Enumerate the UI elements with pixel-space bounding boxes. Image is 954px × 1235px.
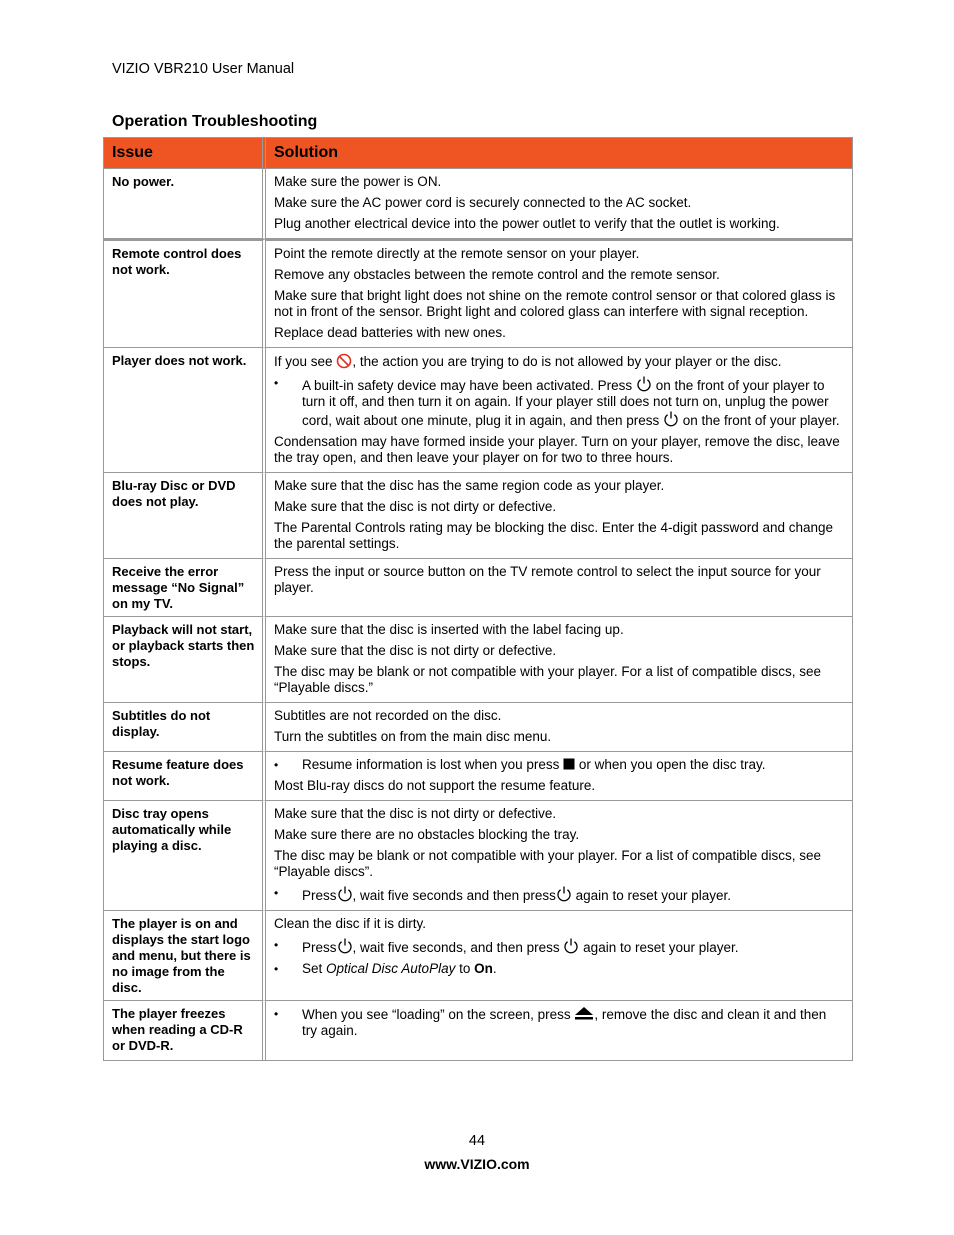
- solution-text: The disc may be blank or not compatible with your player. For a list of compatible discs, see “Playable discs”.: [274, 848, 822, 879]
- solution-text: Make sure that bright light does not shine on the remote control sensor or that colored glass is not in front of the sensor. Bright light and colored glass can interfere with signal reception.: [274, 288, 836, 319]
- table-header-row: [104, 138, 852, 169]
- solution-text-part: again to reset your player.: [575, 888, 731, 903]
- power-icon: [663, 410, 679, 428]
- bullet-item: [274, 937, 844, 956]
- bullet-item: [274, 961, 844, 977]
- solution-text: Make sure there are no obstacles blocking the tray.: [274, 827, 580, 842]
- issue-cell: Remote control does not work.: [104, 239, 266, 348]
- issue-cell: Receive the error message “No Signal” on my TV.: [104, 559, 266, 617]
- stop-icon: [563, 758, 575, 770]
- solution-text: Condensation may have formed inside your player. Turn on your player, remove the disc, leave the tray open, and then leave your player on for two to three hours.: [274, 434, 840, 465]
- solution-cell: [266, 473, 852, 559]
- solution-cell: [266, 703, 852, 752]
- solution-text-part: .: [492, 961, 497, 976]
- solution-text: Make sure that the disc is not dirty or defective.: [274, 806, 557, 821]
- power-icon: [556, 885, 572, 903]
- column-header-solution: Solution: [266, 138, 852, 169]
- table-row: [104, 348, 852, 473]
- solution-cell: [266, 617, 852, 703]
- section-title: Operation Troubleshooting: [112, 113, 318, 130]
- power-icon: [563, 937, 579, 955]
- page-number: 44: [468, 1133, 486, 1149]
- solution-text-part: , wait five seconds, and then press: [352, 940, 560, 955]
- solution-text: Make sure that the disc is not dirty or defective.: [274, 643, 557, 658]
- solution-text-part: or when you open the disc tray.: [578, 757, 766, 772]
- solution-cell: [266, 801, 852, 911]
- solution-text: Point the remote directly at the remote sensor on your player.: [274, 246, 640, 261]
- setting-value: On: [474, 961, 493, 976]
- footer-url: www.VIZIO.com: [424, 1156, 530, 1172]
- solution-text-part: on the front of your player.: [682, 413, 840, 428]
- solution-text-part: again to reset your player.: [583, 940, 739, 955]
- table-row: [104, 473, 852, 559]
- solution-cell: [266, 348, 852, 473]
- solution-text: Turn the subtitles on from the main disc menu.: [274, 729, 552, 744]
- solution-text: Most Blu-ray discs do not support the resume feature.: [274, 778, 596, 793]
- solution-text: Replace dead batteries with new ones.: [274, 325, 506, 340]
- table-row: [104, 617, 852, 703]
- solution-text: Make sure that the disc is not dirty or defective.: [274, 499, 557, 514]
- solution-text: Make sure that the disc is inserted with the label facing up.: [274, 622, 624, 637]
- table-row: [104, 559, 852, 617]
- solution-text-part: , remove the disc and clean it and then try again.: [302, 1007, 827, 1038]
- issue-cell: Subtitles do not display.: [104, 703, 266, 752]
- solution-text: Clean the disc if it is dirty.: [274, 916, 427, 931]
- table-row: [104, 752, 852, 801]
- bullet-item: [274, 375, 844, 429]
- issue-cell: Blu-ray Disc or DVD does not play.: [104, 473, 266, 559]
- solution-cell: [266, 911, 852, 1001]
- solution-text-part: , wait five seconds and then press: [352, 888, 556, 903]
- solution-text-part: on the front of your player to turn it off, and then turn it on again. If your player still does not turn on, unplug the power cord, wait about one minute, plug it in again, and then press: [302, 378, 829, 428]
- table-row: [104, 169, 852, 239]
- solution-text: The disc may be blank or not compatible with your player. For a list of compatible discs, see “Playable discs.”: [274, 664, 822, 695]
- bullet-item: [274, 757, 844, 773]
- solution-cell: [266, 239, 852, 348]
- table-row: [104, 911, 852, 1001]
- solution-cell: [266, 559, 852, 617]
- solution-text: [274, 353, 844, 370]
- bullet-item: [274, 885, 844, 904]
- issue-cell: Disc tray opens automatically while playing a disc.: [104, 801, 266, 911]
- solution-text-part: to: [459, 961, 471, 976]
- solution-text-part: A built-in safety device may have been activated. Press: [302, 378, 633, 393]
- issue-cell: Playback will not start, or playback starts then stops.: [104, 617, 266, 703]
- solution-text: Make sure that the disc has the same region code as your player.: [274, 478, 665, 493]
- troubleshooting-table: [103, 137, 853, 1061]
- table-row: [104, 703, 852, 752]
- solution-text-part: Set: [302, 961, 323, 976]
- solution-text: Make sure the AC power cord is securely connected to the AC socket.: [274, 195, 692, 210]
- solution-text: Make sure the power is ON.: [274, 174, 442, 189]
- solution-text: Plug another electrical device into the power outlet to verify that the outlet is working.: [274, 216, 780, 231]
- power-icon: [337, 885, 353, 903]
- issue-cell: No power.: [104, 169, 266, 239]
- table-row: [104, 239, 852, 348]
- issue-cell: Player does not work.: [104, 348, 266, 473]
- issue-cell: The player is on and displays the start logo and menu, but there is no image from the disc.: [104, 911, 266, 1001]
- bullet-item: [274, 1006, 844, 1039]
- solution-text-part: If you see: [274, 354, 333, 369]
- table-row: [104, 801, 852, 911]
- eject-icon: [574, 1006, 594, 1020]
- issue-cell: Resume feature does not work.: [104, 752, 266, 801]
- solution-text-part: Press: [302, 940, 337, 955]
- prohibited-icon: [336, 353, 352, 369]
- issue-cell: The player freezes when reading a CD-R or DVD-R.: [104, 1001, 266, 1060]
- solution-text-part: Press: [302, 888, 337, 903]
- running-header: VIZIO VBR210 User Manual: [112, 61, 295, 77]
- table-row: [104, 1001, 852, 1060]
- column-header-issue: Issue: [104, 138, 266, 169]
- power-icon: [337, 937, 353, 955]
- solution-cell: [266, 169, 852, 239]
- solution-cell: [266, 1001, 852, 1060]
- solution-text: Press the input or source button on the TV remote control to select the input source for your player.: [274, 564, 821, 595]
- solution-text: Subtitles are not recorded on the disc.: [274, 708, 502, 723]
- solution-text-part: Resume information is lost when you press: [302, 757, 560, 772]
- solution-cell: [266, 752, 852, 801]
- solution-text: The Parental Controls rating may be blocking the disc. Enter the 4-digit password and change the parental settings.: [274, 520, 834, 551]
- solution-text-part: , the action you are trying to do is not allowed by your player or the disc.: [352, 354, 782, 369]
- solution-text: Remove any obstacles between the remote control and the remote sensor.: [274, 267, 720, 282]
- power-icon: [636, 375, 652, 393]
- setting-name: Optical Disc AutoPlay: [326, 961, 456, 976]
- solution-text-part: When you see “loading” on the screen, press: [302, 1007, 571, 1022]
